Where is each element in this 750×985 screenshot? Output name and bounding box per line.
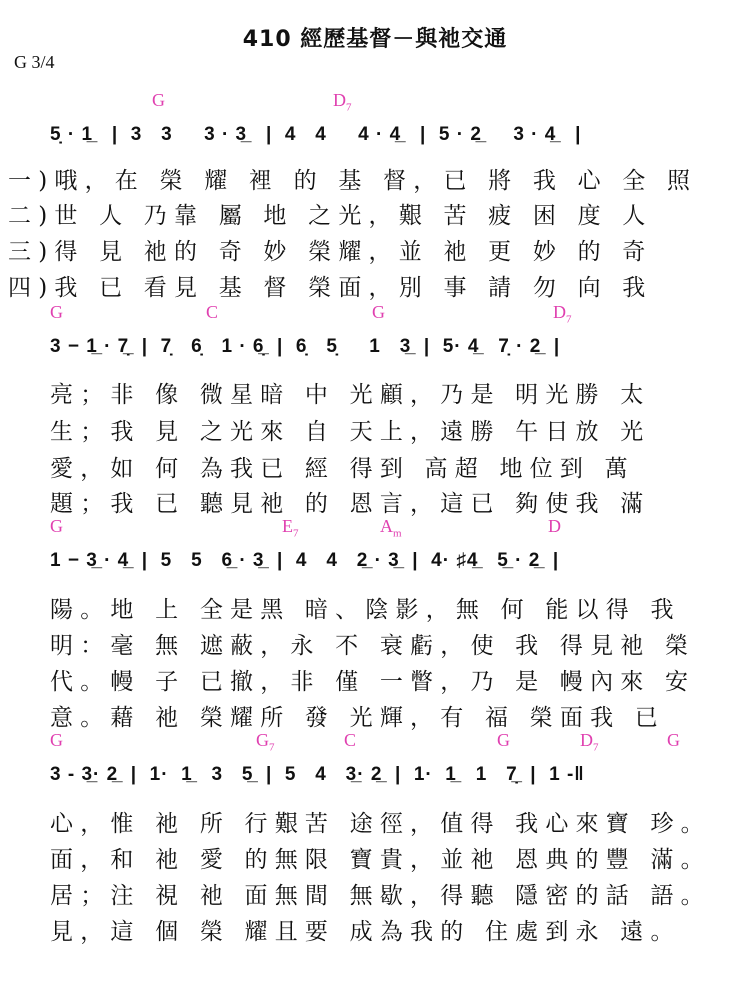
chord: G (152, 90, 165, 110)
lyric-line: 二)世 人 乃靠 屬 地 之光，艱 苦 疲 困 度 人 (8, 203, 653, 229)
chord: G (50, 516, 63, 536)
lyric-line: 生；我 見 之光來 自 天上，遠勝 午日放 光 (50, 419, 651, 445)
hymn-title: 410 經歷基督－與祂交通 (242, 27, 508, 52)
chord: G (667, 730, 680, 750)
lyric-line: 一)哦，在 榮 耀 裡 的 基 督，已 將 我 心 全 照 (8, 168, 698, 194)
lyric-line: 面，和 祂 愛 的無限 寶貴，並祂 恩典的豐 滿。 (50, 847, 711, 873)
chord: C (206, 302, 219, 322)
chord: G (50, 302, 63, 322)
lyric-line: 四)我 已 看見 基 督 榮面，別 事 請 勿 向 我 (8, 275, 653, 301)
chord: $D_7$ (580, 730, 599, 754)
chord: G (497, 730, 510, 750)
notation-line: 3 − 1̲ · 7̣̲ | 7̣ 6̣ 1 · 6̣̲ | 6̣ 5̣ 1 3̲ | 5· 4̲ 7̣ · 2̲ | (50, 336, 561, 357)
lyric-line: 明：毫 無 遮蔽，永 不 衰虧，使 我 得見祂 榮 (50, 633, 696, 659)
chord: C (344, 730, 357, 750)
notation-line: 5̣ · 1̲ | 3 3 3 · 3̲ | 4 4 4 · 4̲ | 5 · 2̲ 3 · 4̲ | (50, 124, 582, 145)
lyric-line: 三)得 見 祂的 奇 妙 榮耀，並 祂 更 妙 的 奇 (8, 239, 653, 265)
chord: D (548, 516, 561, 536)
lyric-line: 意。藉 祂 榮耀所 發 光輝，有 福 榮面我 已 (50, 705, 665, 731)
lyric-line: 亮；非 像 微星暗 中 光顧，乃是 明光勝 太 (50, 382, 651, 408)
chord: $G_7$ (256, 730, 275, 754)
chord: $D_7$ (333, 90, 352, 114)
lyric-line: 愛，如 何 為我已 經 得到 高超 地位到 萬 (50, 456, 635, 482)
chord: $E_7$ (282, 516, 299, 540)
lyric-line: 題；我 已 聽見祂 的 恩言，這已 夠使我 滿 (50, 491, 651, 517)
chord: $D_7$ (553, 302, 572, 326)
chord: G (372, 302, 385, 322)
lyric-line: 見，這 個 榮 耀且要 成為我的 住處到永 遠。 (50, 919, 681, 945)
notation-line: 1 − 3̲ · 4̲ | 5 5 6̲ · 3̲ | 4 4 2̲ · 3̲ | 4· ♯4̲ 5̲ · 2̲ | (50, 550, 560, 571)
chord: G (50, 730, 63, 750)
notation-line: 3 - 3̲· 2̲ | 1· 1̲ 3 5̲ | 5 4 3̲· 2̲ | 1· 1̲ 1 7̣̲ | 1 -‖ (50, 764, 585, 785)
lyric-line: 心，惟 祂 所 行艱苦 途徑，值得 我心來寶 珍。 (50, 811, 711, 837)
lyric-line: 代。幔 子 已撤，非 僅 一瞥，乃 是 幔內來 安 (50, 669, 696, 695)
key-signature: G 3/4 (14, 52, 55, 72)
lyric-line: 居；注 視 祂 面無間 無歇，得聽 隱密的話 語。 (50, 883, 711, 909)
lyric-line: 陽。地 上 全是黑 暗、陰影，無 何 能以得 我 (50, 597, 681, 623)
chord: $A_m$ (380, 516, 402, 540)
